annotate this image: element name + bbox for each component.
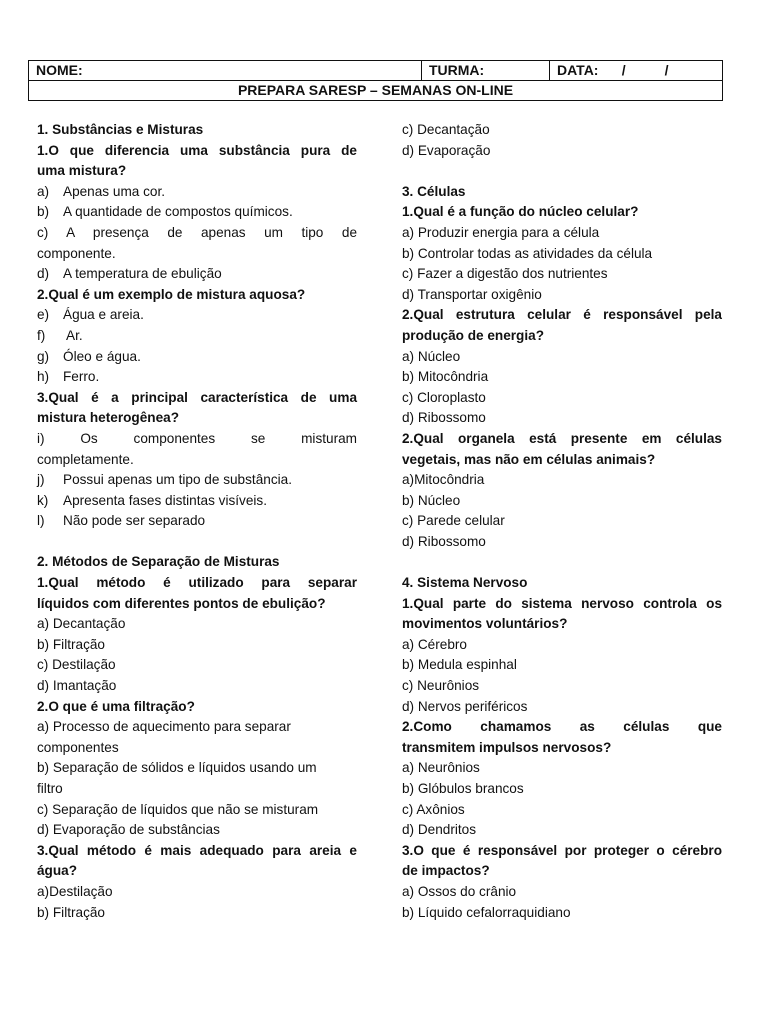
question-text: 3.Qual método é mais adequado para areia e bbox=[37, 842, 357, 858]
question-text: transmitem impulsos nervosos? bbox=[402, 739, 612, 755]
answer-option: a) Decantação bbox=[37, 616, 126, 632]
answer-option: componente. bbox=[37, 245, 116, 261]
option-text: A temperatura de ebulição bbox=[63, 266, 222, 282]
answer-option: b) Glóbulos brancos bbox=[402, 781, 524, 796]
question-text: 2.Qual organela está presente em células bbox=[402, 430, 722, 446]
option-text: Óleo e água. bbox=[63, 348, 141, 364]
header-table bbox=[28, 60, 723, 101]
option-letter: l) bbox=[37, 513, 45, 529]
answer-option: d) Evaporação de substâncias bbox=[37, 822, 220, 838]
option-text: Apresenta fases distintas visíveis. bbox=[63, 492, 267, 508]
question-text: 3.Qual é a principal característica de uma bbox=[37, 389, 357, 405]
answer-option bbox=[37, 491, 357, 512]
question-text: líquidos com diferentes pontos de ebulição? bbox=[37, 595, 326, 611]
answer-option: c) Separação de líquidos que não se misturam bbox=[37, 801, 319, 817]
question-text: uma mistura? bbox=[37, 163, 127, 179]
spacer bbox=[402, 552, 722, 573]
option-letter: a) bbox=[37, 183, 50, 199]
option-text: Apenas uma cor. bbox=[63, 183, 166, 199]
option-text: Ar. bbox=[63, 327, 83, 343]
answer-option: b) Mitocôndria bbox=[402, 369, 489, 385]
option-letter: b) bbox=[37, 204, 50, 220]
question-text: produção de energia? bbox=[402, 327, 545, 343]
answer-option: c) Cloroplasto bbox=[402, 389, 486, 405]
spacer bbox=[402, 161, 722, 182]
answer-option: a) Produzir energia para a célula bbox=[402, 224, 600, 240]
answer-option bbox=[37, 367, 357, 388]
answer-option: d) Ribossomo bbox=[402, 533, 486, 549]
answer-option: b) Controlar todas as atividades da célula bbox=[402, 245, 653, 261]
page-title: PREPARA SARESP – SEMANAS ON-LINE bbox=[29, 81, 723, 101]
question-text: 2.O que é uma filtração? bbox=[37, 698, 195, 714]
option-letter: d) bbox=[37, 266, 50, 282]
question-text: água? bbox=[37, 863, 78, 879]
answer-option: b) Separação de sólidos e líquidos usando um bbox=[37, 760, 317, 776]
option-letter: f) bbox=[37, 327, 46, 343]
option-letter: h) bbox=[37, 369, 50, 385]
answer-option: d) Imantação bbox=[37, 678, 117, 694]
answer-option: a) Ossos do crânio bbox=[402, 883, 517, 899]
answer-option: a)Destilação bbox=[37, 883, 113, 899]
answer-option: a) Neurônios bbox=[402, 760, 480, 776]
answer-option: d) Ribossomo bbox=[402, 410, 486, 426]
section-title: 3. Células bbox=[402, 183, 466, 199]
question-text: de impactos? bbox=[402, 863, 490, 879]
section-title: 4. Sistema Nervoso bbox=[402, 575, 528, 591]
option-text: Possui apenas um tipo de substância. bbox=[63, 472, 292, 488]
question-text: 2.Qual é um exemplo de mistura aquosa? bbox=[37, 286, 306, 302]
answer-option bbox=[37, 470, 357, 491]
answer-option bbox=[37, 264, 357, 285]
answer-option: c) Neurônios bbox=[402, 678, 480, 694]
answer-option: a)Mitocôndria bbox=[402, 472, 485, 488]
question-text: movimentos voluntários? bbox=[402, 616, 568, 632]
answer-option: i) Os componentes se misturam bbox=[37, 430, 357, 446]
answer-option: d) Evaporação bbox=[402, 142, 491, 158]
option-text: Água e areia. bbox=[63, 307, 144, 323]
answer-option: b) Medula espinhal bbox=[402, 657, 517, 673]
answer-option: c) Axônios bbox=[402, 801, 465, 817]
answer-option: c) Fazer a digestão dos nutrientes bbox=[402, 266, 608, 282]
question-text: 2.Como chamamos as células que bbox=[402, 719, 722, 735]
answer-option: c) Parede celular bbox=[402, 513, 505, 529]
section-title: 1. Substâncias e Misturas bbox=[37, 122, 204, 137]
answer-option: a) Processo de aquecimento para separar bbox=[37, 719, 291, 735]
answer-option: filtro bbox=[37, 781, 63, 796]
right-column bbox=[402, 120, 722, 923]
question-text: 1.O que diferencia uma substância pura de bbox=[37, 142, 357, 158]
answer-option: d) Transportar oxigênio bbox=[402, 286, 542, 302]
answer-option bbox=[37, 305, 357, 326]
option-text: Ferro. bbox=[63, 369, 100, 385]
name-field-label: NOME: bbox=[29, 61, 422, 81]
date-field-label: DATA: / / bbox=[550, 61, 723, 81]
answer-option bbox=[37, 511, 357, 532]
answer-option bbox=[37, 326, 357, 347]
answer-option: completamente. bbox=[37, 451, 134, 467]
answer-option bbox=[37, 347, 357, 368]
class-field-label: TURMA: bbox=[422, 61, 550, 81]
question-text: 1.Qual é a função do núcleo celular? bbox=[402, 204, 639, 220]
answer-option bbox=[37, 182, 357, 203]
answer-option: b) Filtração bbox=[37, 904, 105, 920]
option-text: Não pode ser separado bbox=[63, 513, 206, 529]
section-title: 2. Métodos de Separação de Misturas bbox=[37, 554, 280, 570]
left-column bbox=[37, 120, 357, 923]
option-letter: e) bbox=[37, 307, 50, 323]
answer-option: b) Filtração bbox=[37, 636, 105, 652]
option-letter: g) bbox=[37, 348, 50, 364]
answer-option bbox=[37, 202, 357, 223]
answer-option: a) Cérebro bbox=[402, 636, 467, 652]
option-letter: j) bbox=[37, 472, 45, 488]
answer-option: b) Líquido cefalorraquidiano bbox=[402, 904, 571, 920]
answer-option: a) Núcleo bbox=[402, 348, 461, 364]
answer-option: b) Núcleo bbox=[402, 492, 461, 508]
answer-option: d) Dendritos bbox=[402, 822, 477, 838]
question-text: 1.Qual parte do sistema nervoso controla os bbox=[402, 595, 722, 611]
question-text: 3.O que é responsável por proteger o cérebro bbox=[402, 842, 722, 858]
answer-option: c) Decantação bbox=[402, 122, 490, 137]
question-text: 2.Qual estrutura celular é responsável pela bbox=[402, 307, 722, 323]
answer-option: c) A presença de apenas um tipo de bbox=[37, 224, 357, 240]
answer-option: componentes bbox=[37, 739, 119, 755]
question-text: vegetais, mas não em células animais? bbox=[402, 451, 656, 467]
option-letter: k) bbox=[37, 492, 49, 508]
option-text: A quantidade de compostos químicos. bbox=[63, 204, 293, 220]
answer-option: c) Destilação bbox=[37, 657, 116, 673]
spacer bbox=[37, 532, 357, 553]
question-text: 1.Qual método é utilizado para separar bbox=[37, 575, 357, 591]
answer-option: d) Nervos periféricos bbox=[402, 698, 528, 714]
question-text: mistura heterogênea? bbox=[37, 410, 180, 426]
